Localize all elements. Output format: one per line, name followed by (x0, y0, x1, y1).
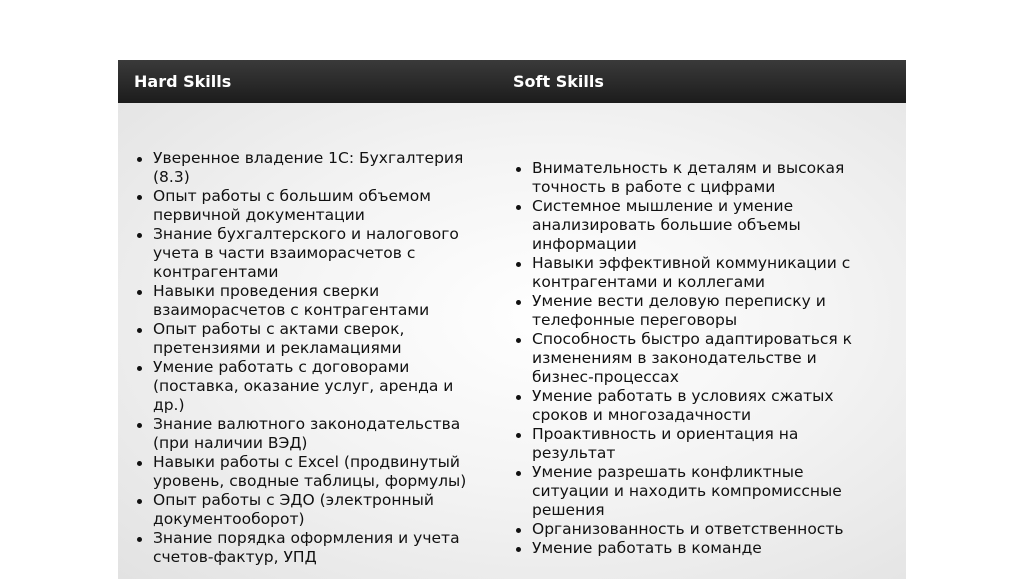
list-item: Уверенное владение 1С: Бухгалтерия (8.3) (134, 149, 489, 187)
header-hard-skills: Hard Skills (134, 72, 232, 91)
list-item: Опыт работы с ЭДО (электронный документооборот) (134, 491, 489, 529)
table-header (118, 60, 906, 103)
list-item: Умение разрешать конфликтные ситуации и находить компромиссные решения (513, 463, 878, 520)
list-item: Умение работать с договорами (поставка, оказание услуг, аренда и др.) (134, 358, 489, 415)
list-item: Опыт работы с актами сверок, претензиями и рекламациями (134, 320, 489, 358)
list-item: Умение вести деловую переписку и телефонные переговоры (513, 292, 878, 330)
list-item: Умение работать в команде (513, 539, 878, 558)
list-item: Способность быстро адаптироваться к изменениям в законодательстве и бизнес-процессах (513, 330, 878, 387)
list-item: Опыт работы с большим объемом первичной документации (134, 187, 489, 225)
list-item: Навыки эффективной коммуникации с контрагентами и коллегами (513, 254, 878, 292)
hard-skills-list (134, 149, 489, 567)
header-soft-skills: Soft Skills (513, 72, 604, 91)
skills-table (118, 60, 906, 579)
list-item: Умение работать в условиях сжатых сроков и многозадачности (513, 387, 878, 425)
soft-skills-list (513, 159, 878, 558)
list-item: Знание порядка оформления и учета счетов-фактур, УПД (134, 529, 489, 567)
list-item: Системное мышление и умение анализировать большие объемы информации (513, 197, 878, 254)
list-item: Проактивность и ориентация на результат (513, 425, 878, 463)
list-item: Навыки проведения сверки взаиморасчетов с контрагентами (134, 282, 489, 320)
list-item: Знание бухгалтерского и налогового учета в части взаиморасчетов с контрагентами (134, 225, 489, 282)
list-item: Внимательность к деталям и высокая точность в работе с цифрами (513, 159, 878, 197)
list-item: Навыки работы с Excel (продвинутый уровень, сводные таблицы, формулы) (134, 453, 489, 491)
list-item: Организованность и ответственность (513, 520, 878, 539)
list-item: Знание валютного законодательства (при наличии ВЭД) (134, 415, 489, 453)
